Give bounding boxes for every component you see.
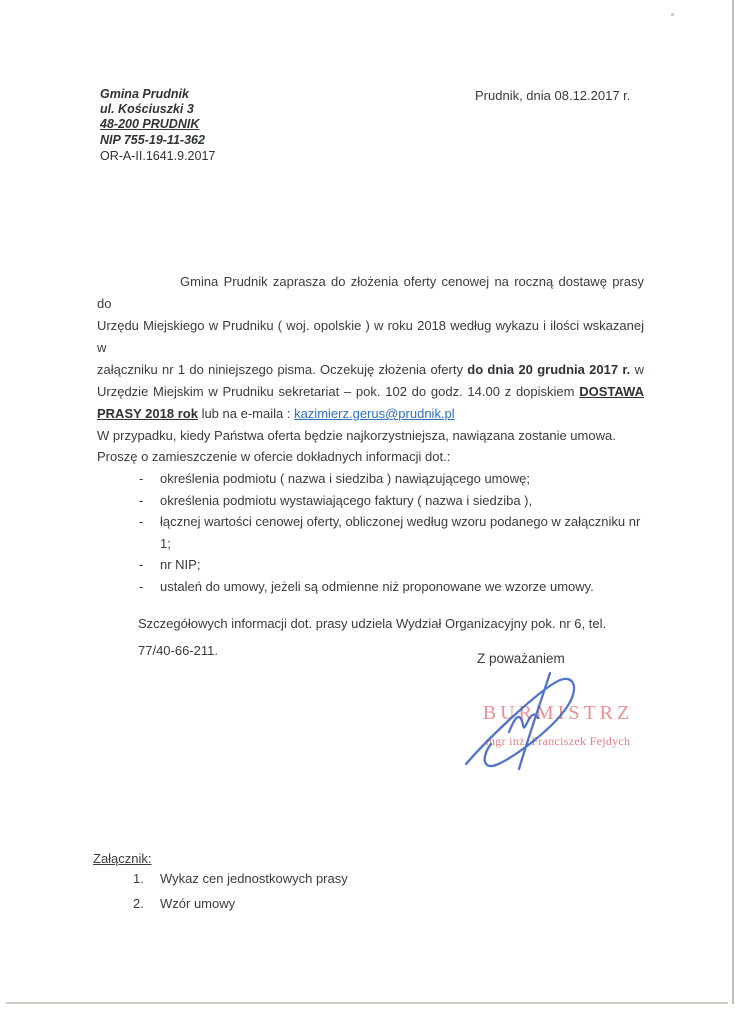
paragraph-1-line-1: Gmina Prudnik zaprasza do złożenia oferty cenowej na roczną dostawę prasy do (97, 274, 644, 311)
delivery-place-text: Urzędzie Miejskim w Prudniku sekretariat – pok. 102 do godz. 14.00 z dopiskiem (97, 384, 575, 399)
prasy-2018-label: PRASY 2018 rok (97, 406, 198, 421)
dash-bullet: - (139, 514, 144, 529)
list-item-text: określenia podmiotu wystawiającego faktury ( nazwa i siedziba ), (160, 492, 533, 508)
scan-edge-bottom (6, 1002, 728, 1004)
paragraph-1-line-3 (97, 359, 644, 381)
dash-bullet: - (139, 492, 144, 508)
requirements-list (97, 468, 644, 597)
letter-body (97, 271, 644, 664)
list-item-text: łącznej wartości cenowej oferty, obliczonej według wzoru podanego w załączniku nr 1; (160, 514, 641, 551)
line-3-tail: w (634, 362, 644, 377)
reference-number: OR-A-II.1641.9.2017 (100, 148, 216, 163)
paragraph-1-line-4 (97, 381, 644, 403)
attachment-number: 2. (133, 896, 144, 911)
list-item-text: nr NIP; (160, 557, 201, 572)
email-link[interactable]: kazimierz.gerus@prudnik.pl (294, 406, 455, 421)
attachment-text: Wzór umowy (160, 896, 236, 911)
sender-city: 48-200 PRUDNIK (100, 117, 200, 132)
attachment-item (93, 891, 348, 916)
list-item-text: ustaleń do umowy, jeżeli są odmienne niż proponowane we wzorze umowy. (160, 578, 594, 594)
attachment-item (93, 866, 348, 891)
sender-address-block (100, 87, 215, 164)
deadline-text: do dnia 20 grudnia 2017 r. (467, 362, 631, 377)
paragraph-1-line-5 (97, 403, 644, 425)
dash-bullet: - (139, 578, 144, 594)
stamp-title: BURMISTRZ (482, 702, 634, 724)
sender-street: ul. Kościuszki 3 (100, 102, 194, 117)
stamp-signatory-name: mgr inż. Franciszek Fejdych (485, 734, 631, 748)
list-item (97, 576, 644, 598)
email-intro-text: lub na e-maila : (201, 406, 291, 421)
attachment-text: Wykaz cen jednostkowych prasy (160, 871, 348, 886)
dash-bullet: - (139, 557, 144, 572)
list-item (97, 554, 644, 576)
contact-info-line-1: Szczegółowych informacji dot. prasy udziela Wydział Organizacyjny pok. nr 6, tel. (138, 616, 607, 631)
date-line: Prudnik, dnia 08.12.2017 r. (475, 88, 631, 103)
list-item (97, 468, 644, 490)
attachments-section (93, 851, 348, 916)
list-item-text: określenia podmiotu ( nazwa i siedziba ) nawiązującego umowę; (160, 471, 530, 486)
dash-bullet: - (139, 471, 144, 486)
list-item (97, 511, 644, 554)
paragraph-1-line-2: Urzędu Miejskiego w Prudniku ( woj. opolskie ) w roku 2018 według wykazu i ilości wskazanej w (97, 318, 644, 355)
sender-nip: NIP 755-19-11-362 (100, 132, 205, 147)
attachments-heading: Załącznik: (93, 851, 152, 866)
paragraph-3: Proszę o zamieszczenie w ofercie dokładnych informacji dot.: (97, 449, 451, 464)
scan-speck (671, 13, 674, 16)
sender-name: Gmina Prudnik (100, 87, 189, 101)
mayor-stamp (477, 702, 639, 749)
scan-edge-right (732, 0, 734, 1004)
list-item (97, 490, 644, 512)
paragraph-2: W przypadku, kiedy Państwa oferta będzie najkorzystniejsza, nawiązana zostanie umowa. (97, 428, 616, 443)
dostawa-label: DOSTAWA (579, 384, 644, 399)
valediction: Z poważaniem (477, 651, 565, 666)
offer-intro-text: załączniku nr 1 do niniejszego pisma. Oczekuję złożenia oferty (97, 362, 463, 377)
contact-info-line-2: 77/40-66-211. (138, 643, 218, 658)
attachment-number: 1. (133, 871, 144, 886)
